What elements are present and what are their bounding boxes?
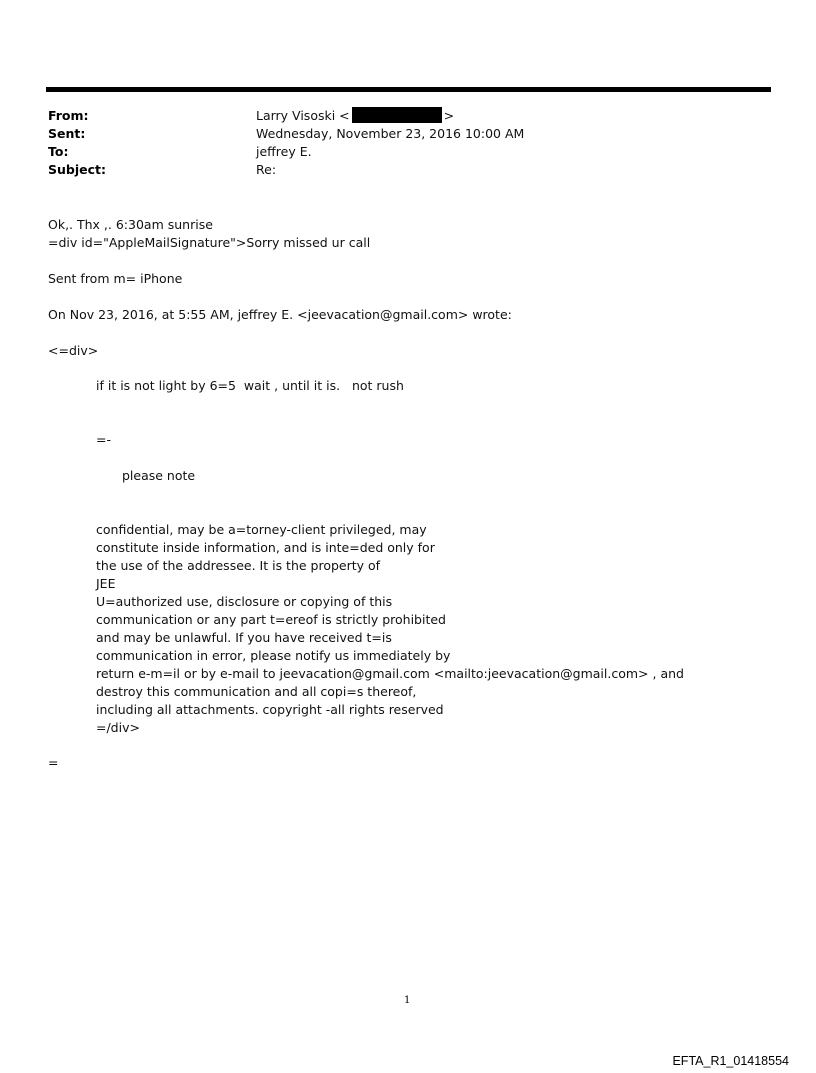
- body-line-5: <=div>: [48, 343, 99, 358]
- body-line-1: Ok,. Thx ,. 6:30am sunrise: [48, 217, 213, 232]
- page-number: 1: [404, 995, 411, 1006]
- disclaimer-line: confidential, may be a=torney-client privileged, may: [96, 522, 427, 537]
- disclaimer-line: destroy this communication and all copi=s thereof,: [96, 684, 417, 699]
- body-line-2: =div id="AppleMailSignature">Sorry missed ur call: [48, 235, 371, 250]
- disclaimer-line: return e-m=il or by e-mail to jeevacation@gmail.com <mailto:jeevacation@gmail.com> , and: [96, 666, 684, 681]
- header-rule: [46, 87, 771, 92]
- from-value: [256, 107, 454, 125]
- sent-value: Wednesday, November 23, 2016 10:00 AM: [256, 126, 525, 141]
- to-value: jeffrey E.: [256, 144, 312, 159]
- from-name: Larry Visoski: [256, 108, 336, 123]
- to-label: To:: [48, 144, 69, 159]
- subject-label: Subject:: [48, 162, 106, 177]
- document-id: EFTA_R1_01418554: [672, 1054, 789, 1068]
- disclaimer-line: =/div>: [96, 720, 140, 735]
- from-label: From:: [48, 108, 89, 123]
- please-note: please note: [122, 468, 196, 483]
- quoted-line-1: if it is not light by 6=5 wait , until it is. not rush: [96, 378, 404, 393]
- disclaimer-line: JEE: [96, 576, 116, 591]
- disclaimer-line: the use of the addressee. It is the property of: [96, 558, 381, 573]
- from-close-bracket: >: [443, 108, 455, 123]
- disclaimer-line: and may be unlawful. If you have received t=is: [96, 630, 392, 645]
- subject-value: Re:: [256, 162, 277, 177]
- disclaimer-line: including all attachments. copyright -all rights reserved: [96, 702, 444, 717]
- from-open-bracket: <: [339, 108, 350, 123]
- disclaimer-line: constitute inside information, and is inte=ded only for: [96, 540, 435, 555]
- body-line-4: On Nov 23, 2016, at 5:55 AM, jeffrey E. <jeevacation@gmail.com> wrote:: [48, 307, 512, 322]
- body-end: =: [48, 755, 59, 770]
- redaction-box: [352, 107, 442, 123]
- quoted-line-2: =-: [96, 432, 111, 447]
- disclaimer-line: communication or any part t=ereof is strictly prohibited: [96, 612, 446, 627]
- disclaimer-line: U=authorized use, disclosure or copying of this: [96, 594, 393, 609]
- body-line-3: Sent from m= iPhone: [48, 271, 183, 286]
- sent-label: Sent:: [48, 126, 86, 141]
- disclaimer-line: communication in error, please notify us immediately by: [96, 648, 451, 663]
